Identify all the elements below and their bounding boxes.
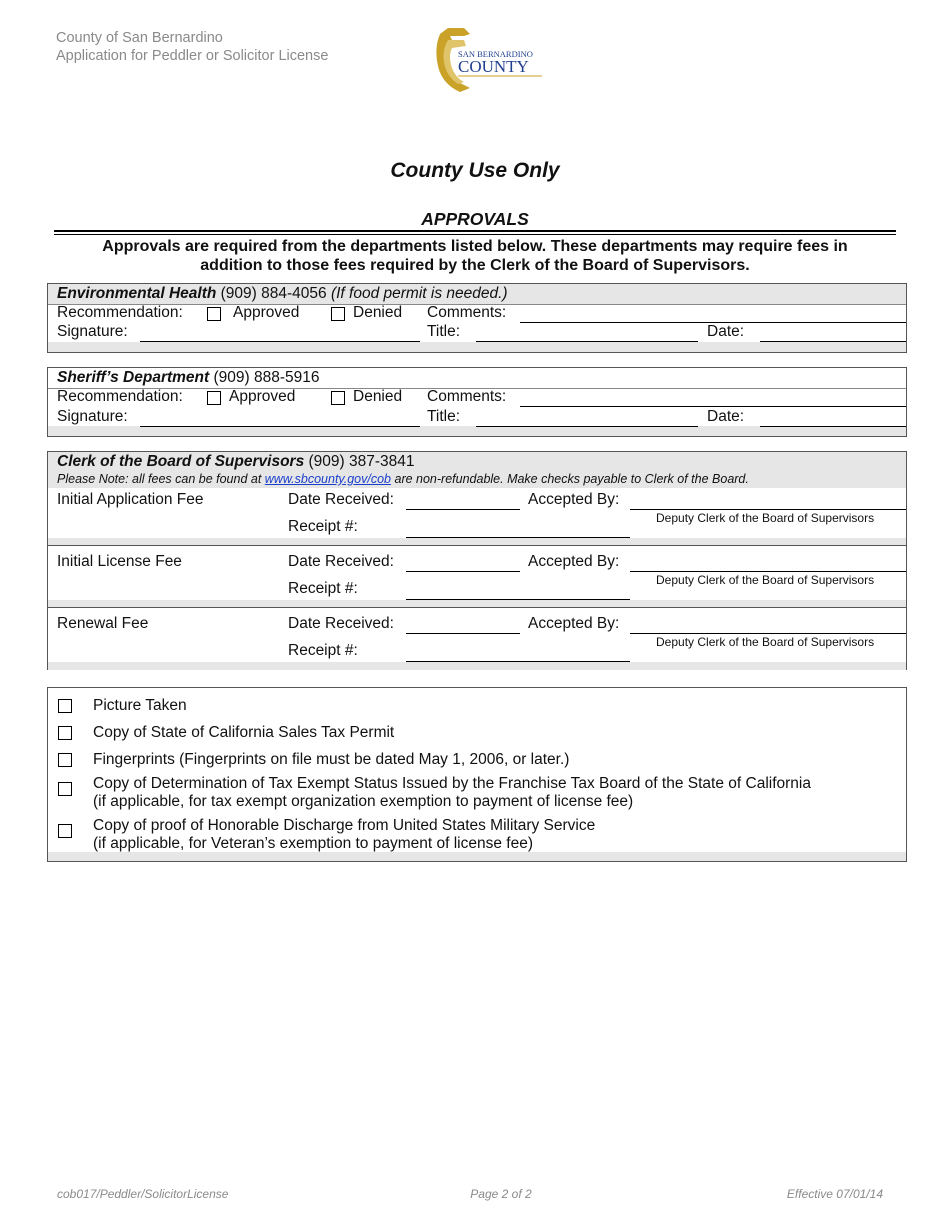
checklist-item: Fingerprints (Fingerprints on file must be dated May 1, 2006, or later.)	[93, 751, 570, 768]
checklist-checkbox[interactable]	[58, 726, 72, 740]
footer-form-id: cob017/Peddler/SolicitorLicense	[57, 1187, 229, 1201]
footer-page-number: Page 2 of 2	[470, 1187, 532, 1201]
deputy-clerk-caption: Deputy Clerk of the Board of Supervisors	[656, 635, 875, 649]
checklist-item: Copy of Determination of Tax Exempt Status Issued by the Franchise Tax Board of the State of California	[93, 775, 811, 792]
date-received-label: Date Received:	[288, 553, 394, 570]
fee-block	[48, 488, 906, 546]
env-health-note: (If food permit is needed.)	[330, 285, 508, 302]
checklist-checkbox[interactable]	[58, 824, 72, 838]
fee-block	[48, 612, 906, 670]
checklist-item: Copy of proof of Honorable Discharge from United States Military Service	[93, 817, 596, 834]
env-date-label: Date:	[707, 323, 745, 340]
clerk-phone: (909) 387-3841	[304, 453, 415, 470]
sheriff-title-field[interactable]	[476, 426, 698, 427]
env-comments-label: Comments:	[427, 304, 507, 321]
date-received-field[interactable]	[406, 633, 520, 634]
checklist-section	[47, 687, 907, 862]
sheriff-approved-checkbox[interactable]	[207, 391, 221, 405]
fee-block	[48, 550, 906, 608]
title-rule-thin	[54, 234, 896, 235]
date-received-label: Date Received:	[288, 491, 394, 508]
sheriff-date-field[interactable]	[760, 426, 906, 427]
env-approved-checkbox[interactable]	[207, 307, 221, 321]
sheriff-comments-label: Comments:	[427, 388, 507, 405]
env-recommendation-label: Recommendation:	[57, 304, 183, 321]
sheriff-name: Sheriff’s Department	[57, 369, 210, 386]
logo-text-main: COUNTY	[458, 57, 529, 76]
date-received-field[interactable]	[406, 509, 520, 510]
accepted-by-field[interactable]	[630, 571, 906, 572]
env-health-phone: (909) 884-4056	[216, 285, 331, 302]
footer-effective-date: Effective 07/01/14	[786, 1187, 883, 1201]
sheriff-signature-label: Signature:	[57, 408, 128, 425]
receipt-label: Receipt #:	[288, 518, 358, 535]
clerk-header	[57, 453, 415, 471]
sheriff-comments-field[interactable]	[520, 406, 906, 407]
accepted-by-label: Accepted By:	[528, 615, 620, 632]
county-name: County of San Bernardino	[56, 30, 223, 46]
receipt-label: Receipt #:	[288, 580, 358, 597]
intro-line-2: addition to those fees required by the Clerk of the Board of Supervisors.	[200, 257, 750, 274]
sheriff-section	[47, 367, 907, 437]
logo-text-top: SAN BERNARDINO	[458, 49, 533, 59]
env-health-section	[47, 283, 907, 353]
sheriff-signature-field[interactable]	[140, 426, 420, 427]
county-logo	[430, 26, 548, 94]
checklist-checkbox[interactable]	[58, 699, 72, 713]
form-title: Application for Peddler or Solicitor License	[56, 48, 329, 64]
sheriff-header	[57, 369, 319, 387]
accepted-by-label: Accepted By:	[528, 553, 620, 570]
clerk-note-pre: Please Note: all fees can be found at	[57, 472, 265, 486]
env-approved-label: Approved	[233, 304, 300, 321]
approvals-title: APPROVALS	[421, 209, 529, 229]
date-received-field[interactable]	[406, 571, 520, 572]
env-health-name: Environmental Health	[57, 285, 217, 302]
sheriff-date-label: Date:	[707, 408, 745, 425]
sheriff-recommendation-label: Recommendation:	[57, 388, 183, 405]
checklist-item-note: (if applicable, for Veteran’s exemption to payment of license fee)	[93, 835, 533, 852]
accepted-by-label: Accepted By:	[528, 491, 620, 508]
env-date-field[interactable]	[760, 341, 906, 342]
env-signature-label: Signature:	[57, 323, 128, 340]
clerk-note	[57, 472, 749, 486]
sheriff-phone: (909) 888-5916	[209, 369, 320, 386]
env-health-header	[57, 285, 508, 303]
checklist-checkbox[interactable]	[58, 753, 72, 767]
clerk-note-post: are non-refundable. Make checks payable to Clerk of the Board.	[391, 472, 749, 486]
deputy-clerk-caption: Deputy Clerk of the Board of Supervisors	[656, 511, 875, 525]
clerk-name: Clerk of the Board of Supervisors	[57, 453, 305, 470]
env-denied-checkbox[interactable]	[331, 307, 345, 321]
section-title: County Use Only	[390, 159, 560, 182]
fee-label: Initial Application Fee	[57, 491, 204, 508]
env-title-field[interactable]	[476, 341, 698, 342]
accepted-by-field[interactable]	[630, 633, 906, 634]
deputy-clerk-caption: Deputy Clerk of the Board of Supervisors	[656, 573, 875, 587]
checklist-item: Copy of State of California Sales Tax Permit	[93, 724, 395, 741]
title-rule	[54, 230, 896, 232]
accepted-by-field[interactable]	[630, 509, 906, 510]
checklist-checkbox[interactable]	[58, 782, 72, 796]
env-title-label: Title:	[427, 323, 461, 340]
sheriff-denied-checkbox[interactable]	[331, 391, 345, 405]
env-denied-label: Denied	[353, 304, 403, 321]
intro-line-1: Approvals are required from the departments listed below. These departments may require fees in	[102, 238, 848, 255]
env-signature-field[interactable]	[140, 341, 420, 342]
fee-label: Renewal Fee	[57, 615, 149, 632]
clerk-fees-link[interactable]: www.sbcounty.gov/cob	[264, 472, 392, 486]
sheriff-title-label: Title:	[427, 408, 461, 425]
receipt-label: Receipt #:	[288, 642, 358, 659]
clerk-section	[47, 451, 907, 670]
sheriff-approved-label: Approved	[229, 388, 296, 405]
fee-label: Initial License Fee	[57, 553, 182, 570]
sheriff-denied-label: Denied	[353, 388, 403, 405]
date-received-label: Date Received:	[288, 615, 394, 632]
checklist-item-note: (if applicable, for tax exempt organization exemption to payment of license fee)	[93, 793, 634, 810]
checklist-item: Picture Taken	[93, 697, 187, 714]
